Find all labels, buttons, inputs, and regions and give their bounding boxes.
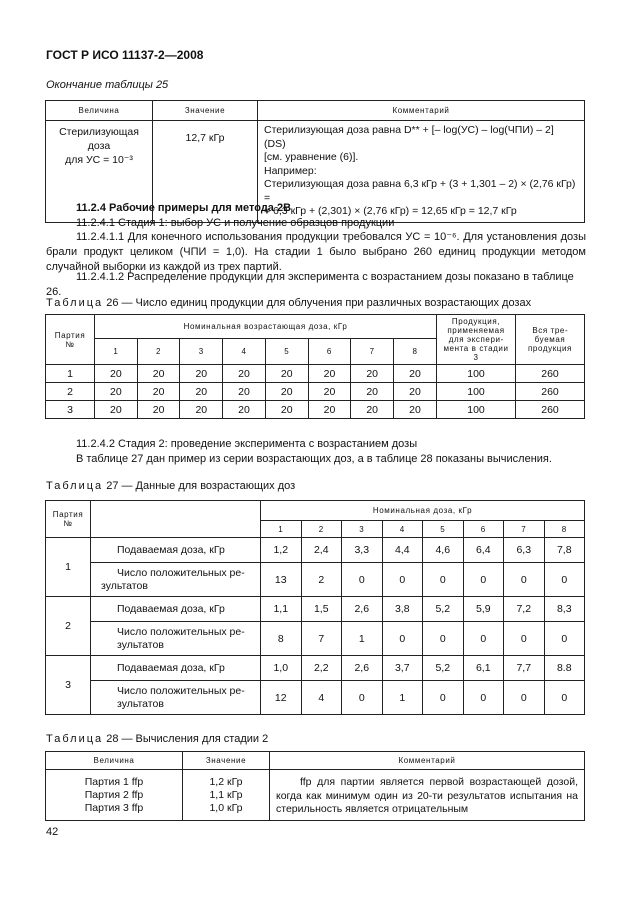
table-cell: 7 (301, 622, 342, 656)
quantity-line: Партия 2 ffp (84, 789, 144, 801)
dose-header: 4 (223, 339, 266, 365)
dose-header: 2 (301, 521, 342, 538)
table-cell: 13 (261, 563, 302, 597)
table-cell: 8 (261, 622, 302, 656)
batch-cell: 3 (46, 401, 95, 419)
dose-header: 5 (423, 521, 464, 538)
page-number: 42 (46, 826, 59, 838)
label-line: зультатов (117, 697, 164, 710)
label-line: зультатов (117, 638, 164, 651)
table-cell: 0 (504, 563, 545, 597)
dose-header: 3 (180, 339, 223, 365)
total-cell: 260 (516, 401, 585, 419)
comment-line: = 6,3 кГр + (2,301) × (2,76 кГр) = 12,65 кГр = 12,7 кГр (264, 205, 517, 217)
stage3-cell: 100 (437, 401, 516, 419)
total-cell: 260 (516, 383, 585, 401)
table-cell: 0 (382, 622, 423, 656)
table-cell: 0 (423, 622, 464, 656)
table-cell: 20 (95, 401, 138, 419)
table-row (46, 563, 585, 597)
table-cell: 0 (463, 563, 504, 597)
col-header-quantity: Величина (46, 101, 153, 121)
caption-label: Таблица (46, 733, 104, 745)
dose-header: 3 (342, 521, 383, 538)
table-cell: 20 (265, 383, 308, 401)
table-cell: 20 (223, 383, 266, 401)
table-cell: 20 (180, 365, 223, 383)
dose-header: 6 (308, 339, 351, 365)
table-cell: 6,3 (504, 538, 545, 563)
dose-header: 8 (544, 521, 585, 538)
col-header-stage3: Продукция, применяемая для эксперимента в стадии 3 (437, 315, 516, 365)
table-cell: 0 (544, 622, 585, 656)
table27-caption (46, 480, 295, 492)
table-cell: 1,2 (261, 538, 302, 563)
table-cell: 7,7 (504, 656, 545, 681)
stage3-cell: 100 (437, 383, 516, 401)
value-line: 1,2 кГр (209, 776, 243, 788)
table-cell: 2,6 (342, 597, 383, 622)
label-line: Число положительных ре- (117, 566, 245, 579)
quantity-line: Партия 3 ffp (84, 802, 144, 814)
table-row (46, 656, 585, 681)
quantity-line: Партия 1 ffp (84, 776, 144, 788)
row-label-dose: Подаваемая доза, кГр (91, 656, 261, 681)
paragraph: 11.2.4.2 Стадия 2: проведение эксперимента с возрастанием дозы (76, 438, 418, 450)
table-cell: 0 (342, 681, 383, 715)
col-header-batch: Партия № (46, 501, 91, 538)
value-line: 1,1 кГр (209, 789, 243, 801)
table-cell: 4,6 (423, 538, 464, 563)
table-cell: 0 (423, 681, 464, 715)
table-cell: 20 (394, 365, 437, 383)
table-row (46, 597, 585, 622)
document-header: ГОСТ Р ИСО 11137-2—2008 (46, 48, 204, 62)
table-cell: 3,7 (382, 656, 423, 681)
table-row (46, 401, 585, 419)
table-cell: 2,6 (342, 656, 383, 681)
table-cell: 0 (463, 622, 504, 656)
paragraph: В таблице 27 дан пример из серии возрастающих доз, а в таблице 28 показаны вычисления. (76, 453, 552, 465)
dose-header: 6 (463, 521, 504, 538)
table-cell: 12 (261, 681, 302, 715)
caption-text: 26 — Число единиц продукции для облучения при различных возрастающих дозах (106, 297, 532, 309)
table-cell: 3,8 (382, 597, 423, 622)
caption-text: 27 — Данные для возрастающих доз (106, 480, 296, 492)
batch-cell: 3 (46, 656, 91, 715)
paragraph: 11.2.4.1.2 Распределение продукции для эксперимента с возрастанием дозы показано в таблице 26. (46, 271, 574, 298)
table-cell: 20 (351, 401, 394, 419)
dose-header: 1 (261, 521, 302, 538)
table28 (45, 751, 585, 821)
table-cell: 7,8 (544, 538, 585, 563)
table-cell: 6,4 (463, 538, 504, 563)
caption-label: Таблица (46, 297, 104, 309)
table-cell: 4,4 (382, 538, 423, 563)
label-line: зультатов (101, 579, 148, 592)
table-cell: 0 (342, 563, 383, 597)
table-cell: 5,9 (463, 597, 504, 622)
table-cell: 8.8 (544, 656, 585, 681)
comment-line: [см. уравнение (6)]. (264, 151, 359, 163)
table-cell: 5,2 (423, 597, 464, 622)
row-label-positives (91, 681, 261, 715)
dose-header: 7 (351, 339, 394, 365)
table-cell: 7,2 (504, 597, 545, 622)
dose-header: 1 (95, 339, 138, 365)
label-line: Число положительных ре- (117, 625, 245, 638)
table-cell: 20 (394, 401, 437, 419)
table-cell: 20 (308, 365, 351, 383)
table-cell: 2,4 (301, 538, 342, 563)
col-header-nominal-dose: Номинальная возрастающая доза, кГр (95, 315, 437, 339)
table-row (46, 622, 585, 656)
table-cell: 20 (137, 365, 180, 383)
table-cell: 1 (382, 681, 423, 715)
label-line: Число положительных ре- (117, 684, 245, 697)
table-cell: 20 (180, 401, 223, 419)
dose-header: 4 (382, 521, 423, 538)
value-cell (183, 770, 270, 821)
comment-line: Например: (264, 164, 317, 177)
table-cell: 0 (544, 563, 585, 597)
col-header-nominal-dose: Номинальная доза, кГр (261, 501, 585, 521)
table-cell: 1,1 (261, 597, 302, 622)
col-header-quantity: Величина (46, 752, 183, 770)
table-cell: 6,1 (463, 656, 504, 681)
table-cell: 0 (544, 681, 585, 715)
table-cell: 1 (342, 622, 383, 656)
paragraph: 11.2.4.1.1 Для конечного использования продукции требовался УС = 10⁻⁶. Для установления дозы брали продукт целиком (ЧПИ = 1,0). На стадии 1 было выбрано 260 единиц продукции методом случайной выборки из каждой из трех партий. (46, 231, 586, 273)
col-header-comment: Комментарий (270, 752, 585, 770)
table26 (45, 314, 585, 419)
table-row (46, 365, 585, 383)
col-header-blank (91, 501, 261, 538)
caption-text: 28 — Вычисления для стадии 2 (106, 733, 269, 745)
col-header-value: Значение (153, 101, 258, 121)
table28-caption (46, 733, 268, 745)
col-header-value: Значение (183, 752, 270, 770)
table-cell: 20 (95, 383, 138, 401)
batch-cell: 2 (46, 597, 91, 656)
table-cell: 20 (351, 383, 394, 401)
table-cell: 4 (301, 681, 342, 715)
table-cell: 0 (504, 681, 545, 715)
paragraph: 11.2.4.1 Стадия 1: выбор УС и получение образцов продукции (76, 217, 395, 229)
table-cell: 2 (301, 563, 342, 597)
dose-header: 8 (394, 339, 437, 365)
table-cell: 20 (308, 401, 351, 419)
dose-header: 5 (265, 339, 308, 365)
comment-cell: ffp для партии является первой возрастающей дозой, когда как минимум один из 20-ти результатов испытания на стерильность является отрицательным (270, 770, 585, 821)
table-cell: 0 (463, 681, 504, 715)
caption-label: Таблица (46, 480, 104, 492)
batch-cell: 1 (46, 365, 95, 383)
table25-caption: Окончание таблицы 25 (46, 79, 169, 91)
table-cell: 20 (223, 401, 266, 419)
table-cell: 20 (137, 383, 180, 401)
table-cell: 3,3 (342, 538, 383, 563)
table27 (45, 500, 585, 715)
table-row (46, 383, 585, 401)
table-cell: 20 (95, 365, 138, 383)
row-label-positives (91, 563, 261, 597)
table-cell: 20 (265, 401, 308, 419)
dose-header: 7 (504, 521, 545, 538)
table-cell: 20 (308, 383, 351, 401)
quantity-cell (46, 770, 183, 821)
table-cell: 20 (351, 365, 394, 383)
dose-header: 2 (137, 339, 180, 365)
section-heading: 11.2.4 Рабочие примеры для метода 2В (76, 202, 292, 214)
total-cell: 260 (516, 365, 585, 383)
stage3-cell: 100 (437, 365, 516, 383)
col-header-comment: Комментарий (258, 101, 585, 121)
quantity-line: для УС = 10⁻³ (65, 154, 133, 166)
comment-line: Стерилизующая доза равна 6,3 кГр + (3 + 1,301 – 2) × (2,76 кГр) = (264, 178, 576, 204)
table-cell: 20 (137, 401, 180, 419)
row-label-dose: Подаваемая доза, кГр (91, 538, 261, 563)
table-cell: 0 (423, 563, 464, 597)
quantity-line: Стерилизующая доза (59, 126, 139, 152)
table-cell: 8,3 (544, 597, 585, 622)
col-header-batch: Партия № (46, 315, 95, 365)
table-cell: 20 (223, 365, 266, 383)
value-line: 1,0 кГр (209, 802, 243, 814)
table-cell: 20 (180, 383, 223, 401)
comment-line: Стерилизующая доза равна D** + [– log(УС) – log(ЧПИ) – 2] (DS) (264, 124, 554, 150)
table-cell: 0 (382, 563, 423, 597)
batch-cell: 1 (46, 538, 91, 597)
col-header-total: Вся требуемая продукция (516, 315, 585, 365)
table26-caption (46, 297, 531, 309)
table-cell: 1,5 (301, 597, 342, 622)
table-cell: 1,0 (261, 656, 302, 681)
value-cell: 12,7 кГр (153, 121, 258, 223)
row-label-positives (91, 622, 261, 656)
table-row (46, 681, 585, 715)
table-cell: 20 (394, 383, 437, 401)
table-cell: 5,2 (423, 656, 464, 681)
table-cell: 2,2 (301, 656, 342, 681)
table-cell: 0 (504, 622, 545, 656)
table-cell: 20 (265, 365, 308, 383)
batch-cell: 2 (46, 383, 95, 401)
table-row (46, 538, 585, 563)
row-label-dose: Подаваемая доза, кГр (91, 597, 261, 622)
